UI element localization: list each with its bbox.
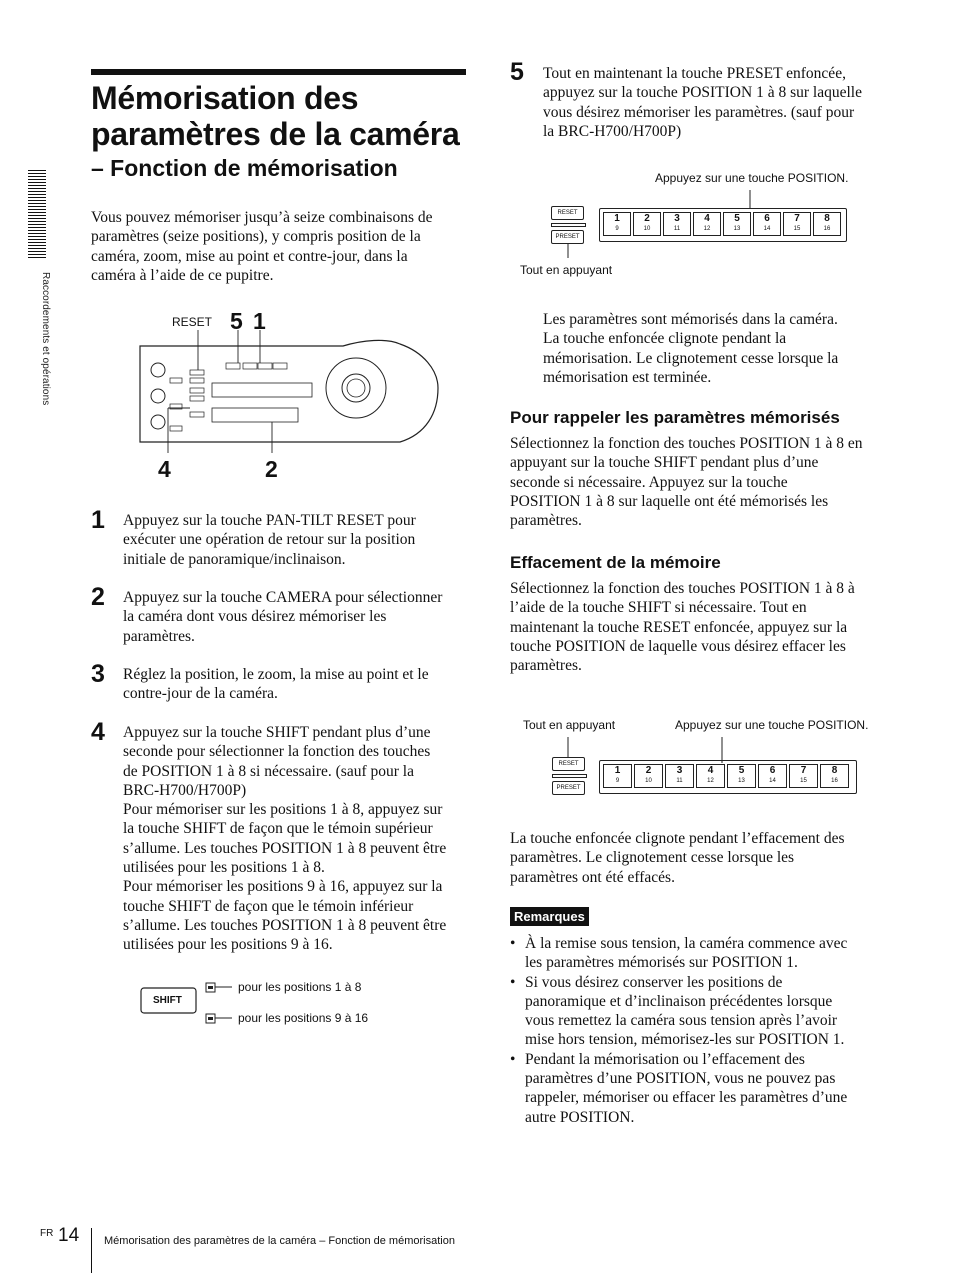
- title-rule: [91, 69, 466, 75]
- shift-button-label: SHIFT: [153, 995, 182, 1006]
- position-key-main: 8: [831, 765, 838, 776]
- preset-figure: [515, 168, 875, 283]
- position-key-main: 7: [794, 213, 800, 224]
- footer-divider: [91, 1228, 92, 1273]
- step-4-text: Appuyez sur la touche SHIFT pendant plus d’une seconde pour sélectionner la fonction des touches de POSITION 1 à 8 si nécessaire. (sauf pour la BRC-H700/H700P) Pour mémoriser sur les positions 1 à 8, appuyez sur la touche SHIFT de façon que le témoin supérieur s’allume. Les touches POSITION 1 à 8 peuvent être utilisées pour les positions 1 à 8. Pour mémoriser les positions 9 à 16, appuyez sur la touche SHIFT de façon que le témoin inférieur s’allume. Les touches POSITION 1 à 8 peuvent être utilisées pour les positions 9 à 16.: [123, 724, 447, 954]
- led-strip: [551, 223, 586, 227]
- position-key-sub: 12: [703, 226, 711, 232]
- erase-right-label: Appuyez sur une touche POSITION.: [675, 718, 869, 732]
- position-key-4[interactable]: [696, 764, 725, 788]
- step-4-number: 4: [91, 718, 105, 746]
- list-item: • À la remise sous tension, la caméra commence avec les paramètres mémorisés sur POSITION 1.: [510, 934, 890, 973]
- position-key-sub: 15: [800, 778, 807, 784]
- after-step5-paragraph: Les paramètres sont mémorisés dans la caméra. La touche enfoncée clignote pendant la mémorisation. Le clignotement cesse lorsque la mémorisation est terminée.: [543, 311, 839, 386]
- position-key-main: 6: [769, 765, 776, 776]
- position-key-sub: 15: [793, 226, 801, 232]
- step-5-number: 5: [510, 58, 524, 86]
- position-key-8[interactable]: [820, 764, 849, 788]
- position-key-5[interactable]: [723, 212, 751, 236]
- step-2-text: Appuyez sur la touche CAMERA pour sélectionner la caméra dont vous désirez mémoriser les paramètres.: [123, 589, 443, 645]
- position-keys-group: [599, 208, 847, 242]
- preset-button[interactable]: PRESET: [551, 230, 584, 244]
- list-item: • Pendant la mémorisation ou l’effacement des paramètres d’une POSITION, vous ne pouvez pas rappeler, mémoriser ou effacer les paramètres d’une autre POSITION.: [510, 1050, 890, 1127]
- position-key-main: 1: [614, 213, 620, 224]
- notes-list: [510, 934, 890, 1127]
- position-key-sub: 10: [645, 778, 652, 784]
- position-key-sub: 11: [676, 778, 683, 784]
- thumb-index-marker: [28, 170, 46, 260]
- footer-title: Mémorisation des paramètres de la caméra – Fonction de mémorisation: [104, 1235, 455, 1247]
- page-subtitle: – Fonction de mémorisation: [91, 155, 398, 181]
- section-side-label: Raccordements et opérations: [40, 272, 51, 406]
- position-key-main: 3: [676, 765, 683, 776]
- footer-language: FR: [40, 1228, 54, 1239]
- position-key-1[interactable]: [603, 764, 632, 788]
- position-key-4[interactable]: [693, 212, 721, 236]
- recall-heading: Pour rappeler les paramètres mémorisés: [510, 408, 840, 427]
- position-key-6[interactable]: [753, 212, 781, 236]
- position-key-main: 5: [734, 213, 740, 224]
- position-key-sub: 16: [831, 778, 838, 784]
- position-key-sub: 9: [615, 226, 619, 232]
- panel-drawing: [138, 308, 448, 488]
- intro-paragraph: Vous pouvez mémoriser jusqu’à seize combinaisons de paramètres (seize positions), y compris position de la caméra, zoom, mise au point et contre-jour, dans la caméra à l’aide de ce pupitre.: [91, 209, 433, 284]
- notes-badge: Remarques: [510, 907, 589, 926]
- list-item: • Si vous désirez conserver les positions de panoramique et d’inclinaison précédentes lorsque vous remettez la caméra sous tension après l’avoir mise hors tension, mémorisez-les sur POSITION 1.: [510, 973, 890, 1050]
- position-key-sub: 12: [707, 778, 714, 784]
- recall-paragraph: Sélectionnez la fonction des touches POSITION 1 à 8 en appuyant sur la touche SHIFT pendant plus d’une seconde si nécessaire. Appuyez sur la touche POSITION 1 à 8 sur laquelle ont été mémorisés les paramètres.: [510, 435, 863, 530]
- position-key-main: 1: [614, 765, 621, 776]
- title-line-1: Mémorisation des: [91, 80, 359, 116]
- position-key-sub: 16: [823, 226, 831, 232]
- position-key-main: 2: [645, 765, 652, 776]
- reset-callout: RESET: [172, 315, 213, 329]
- position-key-main: 6: [764, 213, 770, 224]
- title-line-2: paramètres de la caméra: [91, 116, 460, 152]
- position-key-2[interactable]: [633, 212, 661, 236]
- position-key-1[interactable]: [603, 212, 631, 236]
- position-key-5[interactable]: [727, 764, 756, 788]
- position-key-main: 8: [824, 213, 830, 224]
- preset-top-label: Appuyez sur une touche POSITION.: [655, 171, 849, 185]
- step-5-text: Tout en maintenant la touche PRESET enfoncée, appuyez sur la touche POSITION 1 à 8 sur laquelle vous désirez mémoriser les paramètres. (sauf pour la BRC-H700/H700P): [543, 65, 862, 140]
- step-3-text: Réglez la position, le zoom, la mise au point et le contre-jour de la caméra.: [123, 666, 429, 703]
- erase-paragraph: Sélectionnez la fonction des touches POSITION 1 à 8 à l’aide de la touche SHIFT si nécessaire. Tout en maintenant la touche RESET enfoncée, appuyez sur la touche POSITION de laquelle vous désirez effacer les paramètres.: [510, 580, 855, 675]
- position-key-main: 7: [800, 765, 807, 776]
- position-key-sub: 9: [615, 778, 620, 784]
- erase-left-label: Tout en appuyant: [523, 718, 616, 732]
- step-1-text: Appuyez sur la touche PAN-TILT RESET pour exécuter une opération de retour sur la position initiale de panoramique/inclinaison.: [123, 512, 416, 568]
- page-number: 14: [58, 1225, 80, 1246]
- callout-1: 1: [253, 308, 266, 334]
- position-key-2[interactable]: [634, 764, 663, 788]
- erase-reset-button[interactable]: RESET: [552, 757, 585, 771]
- position-key-8[interactable]: [813, 212, 841, 236]
- position-key-main: 4: [707, 765, 714, 776]
- position-key-main: 2: [644, 213, 650, 224]
- position-key-main: 3: [674, 213, 680, 224]
- erase-preset-button[interactable]: PRESET: [552, 781, 585, 795]
- position-key-7[interactable]: [783, 212, 811, 236]
- position-key-6[interactable]: [758, 764, 787, 788]
- preset-bottom-label: Tout en appuyant: [520, 263, 613, 277]
- erase-heading: Effacement de la mémoire: [510, 553, 721, 572]
- position-key-main: 4: [704, 213, 710, 224]
- position-key-sub: 11: [673, 226, 681, 232]
- position-key-sub: 13: [738, 778, 745, 784]
- after-erase-paragraph: La touche enfoncée clignote pendant l’effacement des paramètres. Le clignotement cesse lorsque les paramètres ont été effacés.: [510, 830, 845, 886]
- erase-position-keys-group: [599, 760, 857, 794]
- callout-5: 5: [230, 308, 243, 334]
- position-key-main: 5: [738, 765, 745, 776]
- control-panel-figure: [138, 308, 448, 488]
- position-key-3[interactable]: [663, 212, 691, 236]
- position-key-3[interactable]: [665, 764, 694, 788]
- position-key-sub: 13: [733, 226, 741, 232]
- shift-upper-label: pour les positions 1 à 8: [238, 980, 362, 994]
- position-key-7[interactable]: [789, 764, 818, 788]
- callout-4: 4: [158, 456, 171, 482]
- shift-lower-label: pour les positions 9 à 16: [238, 1011, 369, 1025]
- callout-2: 2: [265, 456, 278, 482]
- page-title: [91, 80, 491, 152]
- position-key-sub: 14: [763, 226, 771, 232]
- erase-led-strip: [552, 774, 587, 778]
- position-key-sub: 10: [643, 226, 651, 232]
- shift-figure: [140, 977, 400, 1029]
- step-3-number: 3: [91, 660, 105, 688]
- erase-figure: [515, 715, 895, 800]
- reset-button[interactable]: RESET: [551, 206, 584, 220]
- step-1-number: 1: [91, 506, 105, 534]
- position-key-sub: 14: [769, 778, 776, 784]
- step-2-number: 2: [91, 583, 105, 611]
